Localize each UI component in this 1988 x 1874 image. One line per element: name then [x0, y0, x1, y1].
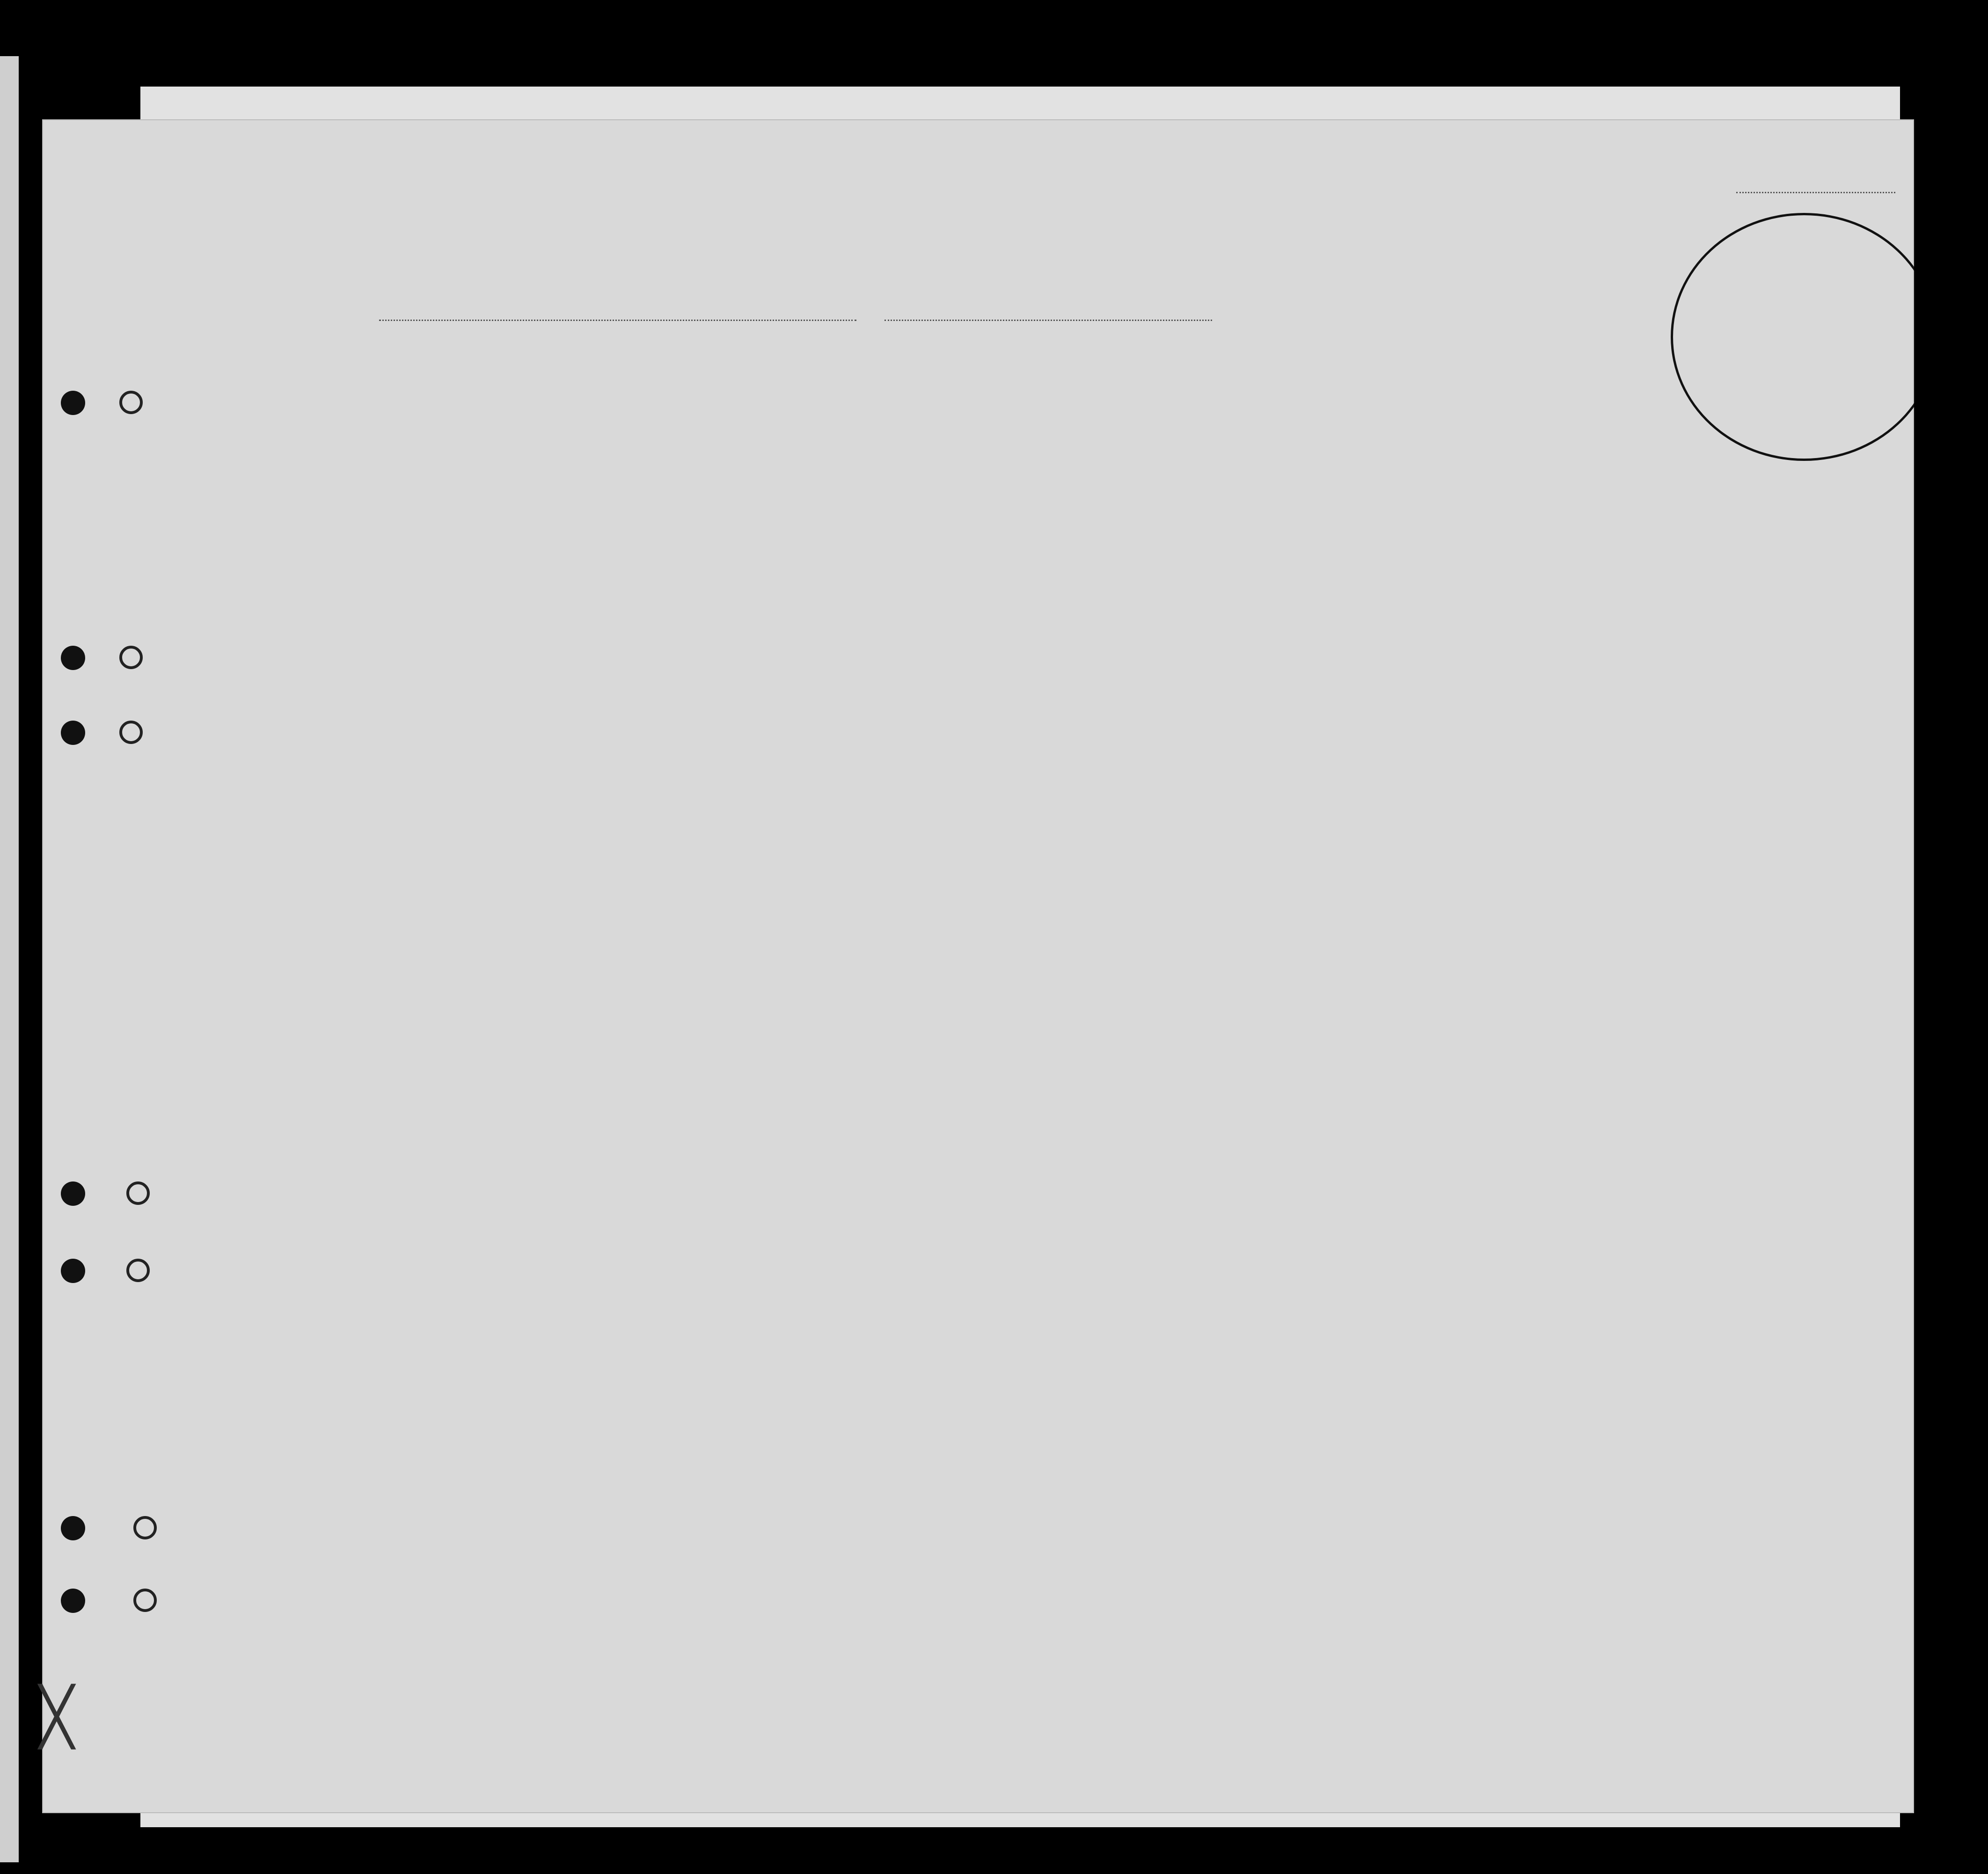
manifest-grid: [157, 328, 1914, 1769]
binder-edge: [0, 56, 19, 1862]
punch-hole: [61, 1516, 85, 1540]
list-dotline: [1736, 192, 1895, 193]
ring-reinforcement: [119, 646, 143, 669]
ring-reinforcement: [133, 1589, 157, 1612]
port-dotline: [379, 320, 856, 321]
punch-hole: [61, 1181, 85, 1206]
punch-hole: [61, 391, 85, 415]
margin-x-mark: ╳: [40, 1684, 74, 1750]
punch-hole: [61, 721, 85, 745]
punch-hole: [61, 646, 85, 670]
manifest-sheet: [42, 119, 1914, 1813]
ring-reinforcement: [119, 391, 143, 414]
punch-hole: [61, 1589, 85, 1613]
ring-reinforcement: [126, 1181, 150, 1205]
ring-reinforcement: [133, 1516, 157, 1539]
punch-hole: [61, 1259, 85, 1283]
date-dotline: [884, 320, 1212, 321]
ring-reinforcement: [119, 721, 143, 744]
ring-reinforcement: [126, 1259, 150, 1282]
grid-lines: [157, 328, 1914, 1769]
